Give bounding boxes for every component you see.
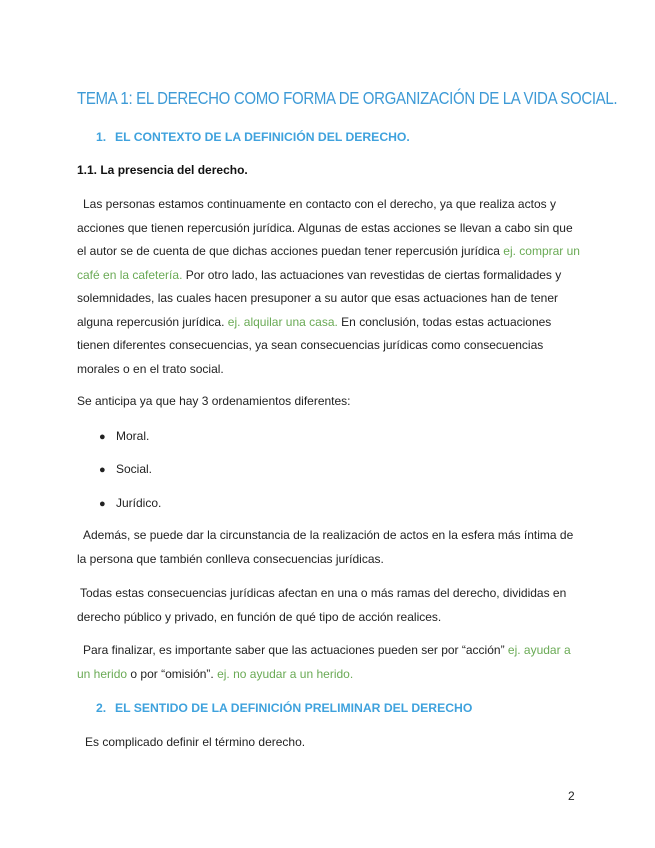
paragraph-1-text-a: Las personas estamos continuamente en contacto con el derecho, ya que realiza actos y acciones que tienen repercusión jurídica. Algunas de estas acciones se llevan a cabo sin que el autor se de cuenta de que dichas acciones puedan tener repercusión jurídica: [77, 197, 573, 258]
paragraph-5-text-a: Para finalizar, es importante saber que las actuaciones pueden ser por “acción”: [83, 643, 508, 657]
bullet-text: Jurídico.: [116, 496, 162, 510]
paragraph-1: [77, 193, 582, 381]
bullet-text: Moral.: [116, 429, 150, 443]
bullet-dot: ●: [99, 498, 106, 510]
section-1-number: 1.: [96, 130, 107, 144]
paragraph-6: Es complicado definir el término derecho.: [85, 735, 306, 749]
paragraph-1-text-b: Por otro lado, las actuaciones van revestidas de ciertas formalidades y solemnidades, las cuales hacen presuponer a su autor que esas actuaciones han de tener alguna repercusión jurídica.: [77, 267, 562, 329]
subsection-1-1-heading: 1.1. La presencia del derecho.: [77, 163, 248, 177]
example-alquilar-casa: ej. alquilar una casa.: [227, 314, 338, 329]
example-no-ayudar-herido: ej. no ayudar a un herido.: [217, 666, 354, 681]
paragraph-2: Se anticipa ya que hay 3 ordenamientos diferentes:: [77, 394, 351, 408]
paragraph-3: Además, se puede dar la circunstancia de la realización de actos en la esfera más íntima de la persona que también conlleva consecuencias jurídicas.: [77, 528, 574, 566]
paragraph-1-text-c: En conclusión, todas estas actuaciones tienen diferentes consecuencias, ya sean consecuencias jurídicas como consecuencias morales o en el trato social.: [77, 314, 552, 376]
section-1-heading: [96, 130, 410, 144]
example-ayudar-herido: ej. ayudar a un herido: [77, 643, 571, 681]
bullet-text: Social.: [116, 462, 153, 476]
section-1-heading-text: EL CONTEXTO DE LA DEFINICIÓN DEL DERECHO.: [115, 130, 410, 144]
section-2-heading: [96, 701, 472, 715]
bullet-dot: ●: [99, 431, 106, 443]
section-2-heading-text: EL SENTIDO DE LA DEFINICIÓN PRELIMINAR DEL DERECHO: [115, 701, 473, 715]
paragraph-5-text-b: o por “omisión”.: [127, 666, 218, 681]
bullet-item: [99, 429, 149, 443]
paragraph-5: [77, 639, 582, 686]
example-comprar-cafe: ej. comprar un café en la cafetería.: [77, 244, 580, 282]
bullet-item: [99, 462, 152, 476]
section-2-number: 2.: [96, 701, 107, 715]
page-number: 2: [568, 789, 575, 803]
bullet-dot: ●: [99, 464, 106, 476]
bullet-item: [99, 496, 161, 510]
paragraph-4: Todas estas consecuencias jurídicas afectan en una o más ramas del derecho, divididas en derecho público y privado, en función de qué tipo de acción realices.: [77, 586, 567, 624]
page-title: TEMA 1: EL DERECHO COMO FORMA DE ORGANIZACIÓN DE LA VIDA SOCIAL.: [77, 88, 618, 108]
